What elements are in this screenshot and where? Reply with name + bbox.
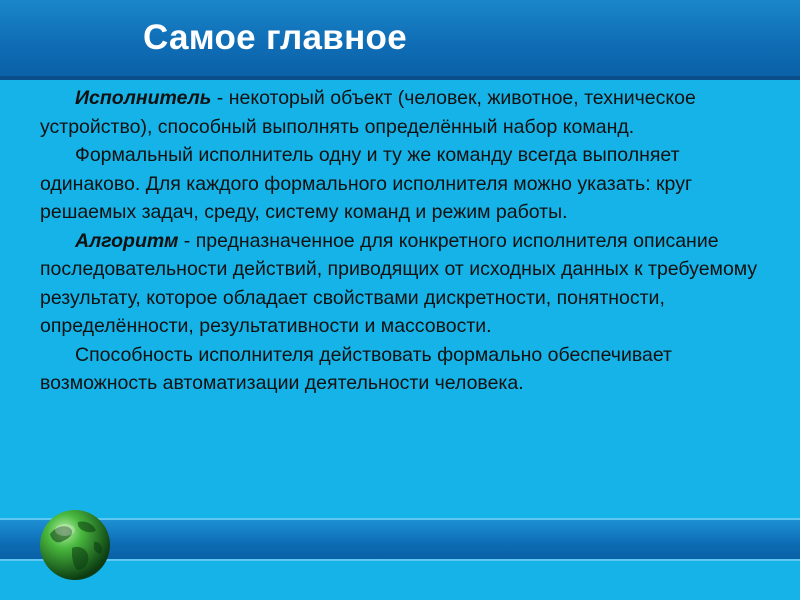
bottom-bar-top-line [0, 518, 800, 520]
term-performer: Исполнитель [75, 87, 212, 109]
globe-icon [38, 508, 112, 582]
bottom-bar-bottom-line [0, 559, 800, 561]
text-automation: Способность исполнителя действовать формально обеспечивает возможность автоматизации деятельности человека. [40, 343, 672, 394]
slide-body [40, 84, 785, 398]
paragraph-automation [40, 341, 785, 398]
definition-performer: - некоторый объект (человек, животное, техническое устройство), способный выполнять определённый набор команд. [40, 87, 696, 138]
slide-title: Самое главное [143, 18, 407, 57]
title-bar [0, 0, 800, 80]
paragraph-formal-performer [40, 141, 785, 227]
paragraph-algorithm [40, 227, 785, 341]
term-algorithm: Алгоритм [75, 229, 179, 252]
text-formal-performer: Формальный исполнитель одну и ту же команду всегда выполняет одинаково. Для каждого формального исполнителя можно указать: круг решаемых задач, среду, систему команд и режим работы. [40, 144, 693, 223]
definition-algorithm: - предназначенное для конкретного исполнителя описание последовательности действий, приводящих от исходных данных к требуемому результату, которое обладает свойствами дискретности, понятности, определённости, результативности и массовости. [40, 229, 758, 337]
bottom-bar [0, 518, 800, 561]
paragraph-performer [40, 84, 785, 141]
title-bar-stripe [0, 76, 800, 80]
